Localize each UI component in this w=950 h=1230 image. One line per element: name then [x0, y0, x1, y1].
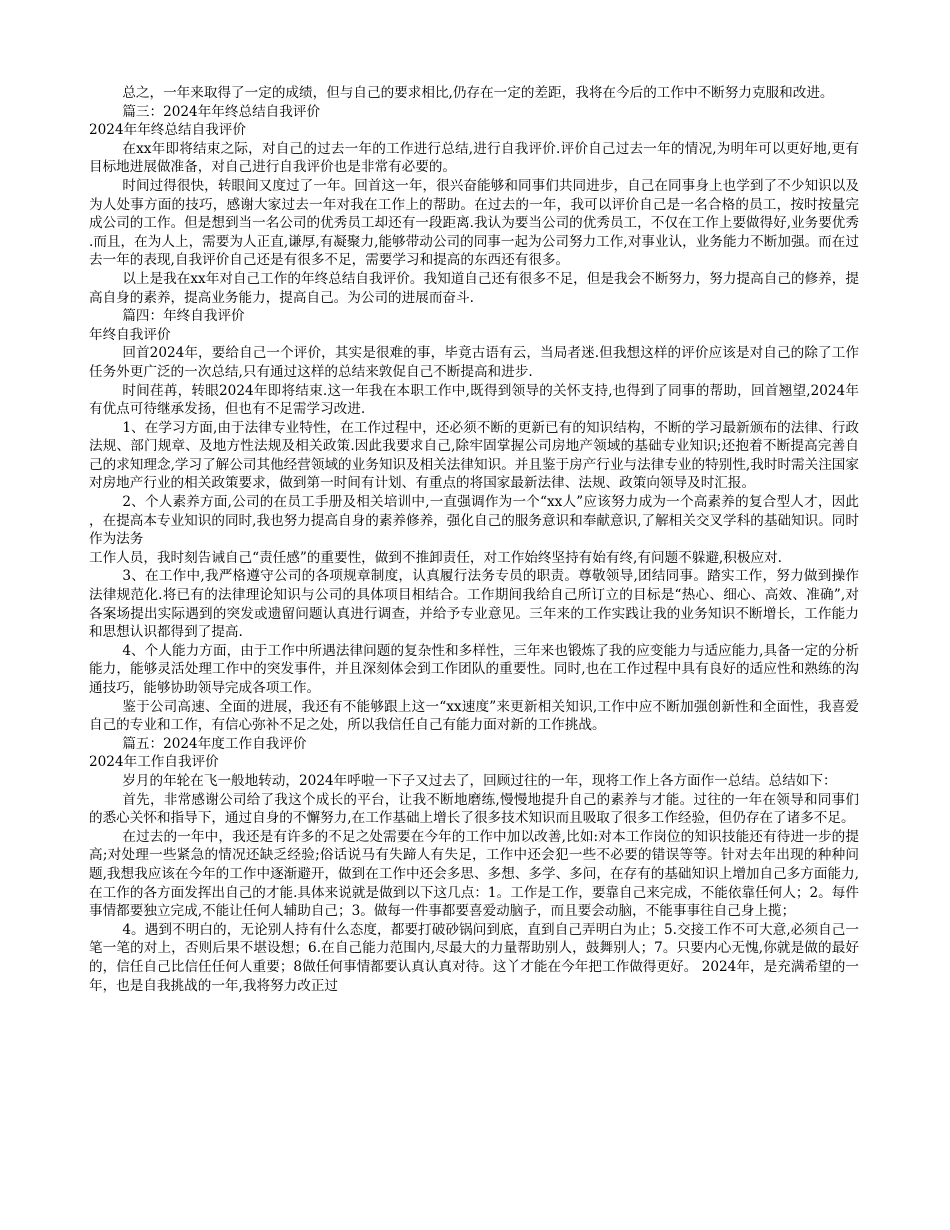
- paragraph-continuation: 工作人员，我时刻告诫自己“责任感”的重要性，做到不推卸责任，对工作始终坚持有始有终,有问题不躲避,积极应对.: [89, 549, 782, 566]
- paragraph: 在过去的一年中，我还是有许多的不足之处需要在今年的工作中加以改善,比如:对本工作岗位的知识技能还有待进一步的提高;对处理一些紧急的情况还缺乏经验;俗话说马有失蹄人有失足，工作中还会犯一些不必要的错误等等。针对去年出现的种种问题,我想我应该在今年的工作中逐渐避开，做到在工作中还会多思、多想、多学、多问，在存有的基础知识上增加自己多方面能力,在工作的各方面发挥出自己的才能.具体来说就是做到以下这几点：1。工作是工作，要靠自己来完成，不能依靠任何人；2。每件事情都要独立完成,不能让任何人辅助自己；3。做每一件事都要喜爱动脑子，而且要会动脑，不能事事往自己身上揽；: [89, 828, 859, 920]
- paragraph: 鉴于公司高速、全面的进展，我还有不能够跟上这一“xx速度”来更新相关知识,工作中应不断加强创新性和全面性，我喜爱自己的专业和工作，有信心弥补不足之处，所以我信任自己有能力面对新的工作挑战。: [89, 698, 859, 734]
- section-heading-3: 篇三：2024年年终总结自我评价: [122, 103, 321, 120]
- paragraph: 以上是我在xx年对自己工作的年终总结自我评价。我知道自己还有很多不足，但是我会不断努力，努力提高自己的修养，提高自身的素养，提高业务能力，提高自己。为公司的进展而奋斗.: [89, 270, 859, 306]
- paragraph: 3、在工作中,我严格遵守公司的各项规章制度，认真履行法务专员的职责。尊敬领导,团结同事。踏实工作，努力做到操作法律规范化.将已有的法律理论知识与公司的具体项目相结合。工作期间我给自己所订立的目标是“热心、细心、高效、准确”,对各案场提出实际遇到的突发或遗留问题认真进行调查，并给予专业意见。三年来的工作实践让我的业务知识不断增长，工作能力和思想认识都得到了提高.: [89, 568, 859, 641]
- paragraph: 1、在学习方面,由于法律专业特性，在工作过程中，还必须不断的更新已有的知识结构，不断的学习最新颁布的法律、行政法规、部门规章、及地方性法规及相关政策.因此我要求自己,除牢固掌握公司房地产领域的基础专业知识;还抱着不断提高完善自己的求知理念,学习了解公司其他经营领域的业务知识及相关法律知识。并且鉴于房产行业与法律专业的特别性,我时时需关注国家对房地产行业的相关政策要求，做到第一时间有计划、有重点的将国家最新法律、法规、政策向领导及时汇报。: [89, 419, 859, 492]
- document-page: [89, 84, 859, 995]
- paragraph: 岁月的年轮在飞一般地转动，2024年呼啦一下子又过去了，回顾过往的一年，现将工作上各方面作一总结。总结如下：: [122, 772, 837, 789]
- paragraph: 首先，非常感谢公司给了我这个成长的平台，让我不断地磨练,慢慢地提升自己的素养与才能。过往的一年在领导和同事们的悉心关怀和指导下，通过自身的不懈努力,在工作基础上增长了很多技术知识而且吸取了很多工作经验，但仍存在了诸多不足。: [89, 791, 859, 827]
- section-title-4: 年终自我评价: [89, 326, 171, 343]
- paragraph: 时间过得很快，转眼间又度过了一年。回首这一年，很兴奋能够和同事们共同进步，自己在同事身上也学到了不少知识以及为人处事方面的技巧，感谢大家过去一年对我在工作上的帮助。在过去的一年，我可以评价自己是一名合格的员工，按时按量完成公司的工作。但是想到当一名公司的优秀员工却还有一段距离.我认为要当公司的优秀员工，不仅在工作上要做得好,业务要优秀.而且，在为人上，需要为人正直,谦厚,有凝聚力,能够带动公司的同事一起为公司努力工作,对事业认，业务能力不断加强。而在过去一年的表现,自我评价自己还是有很多不足，需要学习和提高的东西还有很多。: [89, 177, 859, 269]
- paragraph: 回首2024年，要给自己一个评价，其实是很难的事，毕竟古语有云，当局者迷.但我想这样的评价应该是对自己的除了工作任务外更广泛的一次总结,只有通过这样的总结来敦促自己不断提高和进步.: [89, 345, 859, 380]
- section-title-5: 2024年工作自我评价: [89, 754, 219, 771]
- paragraph: 4。遇到不明白的，无论别人持有什么态度，都要打破砂锅问到底，直到自己弄明白为止；5.交接工作不可大意,必须自己一笔一笔的对上，否则后果不堪设想；6.在自己能力范围内,尽最大的力量帮助别人，鼓舞别人；7。只要内心无愧,你就是做的最好的，信任自己比信任任何人重要；8做任何事情都要认真认真对待。这丫才能在今年把工作做得更好。 2024年，是充满希望的一年，也是自我挑战的一年,我将努力改正过: [89, 921, 859, 994]
- paragraph: 总之，一年来取得了一定的成绩，但与自己的要求相比,仍存在一定的差距，我将在今后的工作中不断努力克服和改进。: [122, 85, 834, 101]
- paragraph: 在xx年即将结束之际，对自己的过去一年的工作进行总结,进行自我评价.评价自己过去一年的情况,为明年可以更好地,更有目标地进展做准备，对自己进行自我评价也是非常有必要的。: [89, 140, 859, 176]
- paragraph: 4、个人能力方面，由于工作中所遇法律问题的复杂性和多样性，三年来也锻炼了我的应变能力与适应能力,具备一定的分析能力，能够灵活处理工作中的突发事件，并且深刻体会到工作团队的重要性。同时,也在工作过程中具有良好的适应性和熟练的沟通技巧，能够协助领导完成各项工作。: [89, 642, 859, 696]
- paragraph: 2、个人素养方面,公司的在员工手册及相关培训中,一直强调作为一个“xx人”应该努力成为一个高素养的复合型人才，因此，在提高本专业知识的同时,我也努力提高自身的素养修养，强化自己的服务意识和奉献意识,了解相关交叉学科的基础知识。同时作为法务: [89, 494, 859, 548]
- section-heading-4: 篇四：年终自我评价: [122, 308, 245, 325]
- paragraph: 时间荏苒，转眼2024年即将结束.这一年我在本职工作中,既得到领导的关怀支持,也得到了同事的帮助，回首翘望,2024年有优点可待继承发扬，但也有不足需学习改进.: [89, 382, 859, 418]
- section-title-3: 2024年年终总结自我评价: [89, 122, 246, 139]
- section-heading-5: 篇五：2024年度工作自我评价: [122, 735, 307, 752]
